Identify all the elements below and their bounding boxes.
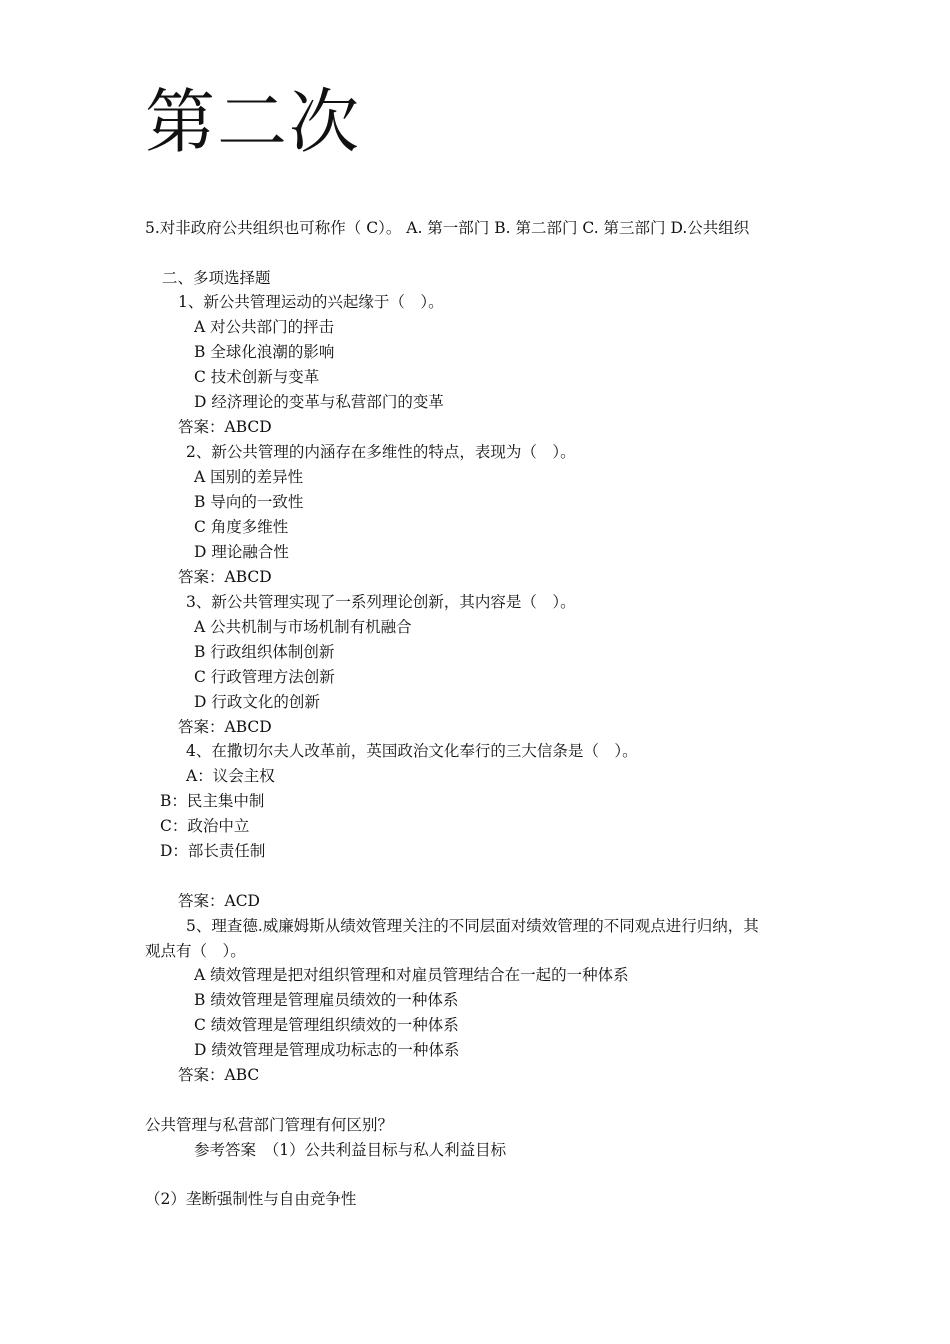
option-a: A：议会主权: [186, 767, 275, 785]
question-stem: 3、新公共管理实现了一系列理论创新，其内容是（ ）。: [186, 593, 576, 611]
single-choice-question: 5.对非政府公共组织也可称作（ C）。 A. 第一部门 B. 第二部门 C. 第三部门 D.公共组织: [145, 219, 750, 237]
option-a: A 对公共部门的抨击: [194, 318, 335, 336]
option-c: C 行政管理方法创新: [194, 668, 335, 686]
essay-answer-line: 参考答案 （1）公共利益目标与私人利益目标: [194, 1141, 507, 1159]
option-d: D 理论融合性: [194, 543, 289, 561]
option-c: C：政治中立: [160, 817, 250, 835]
question-stem: 4、在撒切尔夫人改革前，英国政治文化奉行的三大信条是（ ）。: [186, 742, 638, 760]
option-d: D 行政文化的创新: [194, 693, 320, 711]
option-d: D 绩效管理是管理成功标志的一种体系: [194, 1041, 460, 1059]
question-stem-continued: 观点有（ ）。: [145, 942, 246, 960]
option-b: B：民主集中制: [160, 792, 265, 810]
question-stem: 1、新公共管理运动的兴起缘于（ ）。: [178, 293, 444, 311]
answer: 答案：ACD: [178, 892, 260, 910]
option-c: C 绩效管理是管理组织绩效的一种体系: [194, 1016, 459, 1034]
question-stem: 5、理查德.威廉姆斯从绩效管理关注的不同层面对绩效管理的不同观点进行归纳，其: [186, 917, 759, 935]
option-b: B 导向的一致性: [194, 493, 304, 511]
option-a: A 绩效管理是把对组织管理和对雇员管理结合在一起的一种体系: [194, 966, 629, 984]
essay-answer-line: （2）垄断强制性与自由竞争性: [145, 1190, 357, 1208]
answer: 答案：ABCD: [178, 718, 272, 736]
answer: 答案：ABC: [178, 1066, 260, 1084]
answer: 答案：ABCD: [178, 418, 272, 436]
option-d: D 经济理论的变革与私营部门的变革: [194, 393, 444, 411]
option-c: C 技术创新与变革: [194, 368, 320, 386]
option-b: B 绩效管理是管理雇员绩效的一种体系: [194, 991, 459, 1009]
option-c: C 角度多维性: [194, 518, 289, 536]
answer: 答案：ABCD: [178, 568, 272, 586]
essay-question: 公共管理与私营部门管理有何区别？: [145, 1116, 394, 1134]
option-d: D：部长责任制: [160, 842, 266, 860]
option-a: A 公共机制与市场机制有机融合: [194, 618, 412, 636]
page-title: 第二次: [145, 81, 361, 163]
option-b: B 行政组织体制创新: [194, 643, 335, 661]
option-b: B 全球化浪潮的影响: [194, 343, 335, 361]
question-stem: 2、新公共管理的内涵存在多维性的特点，表现为（ ）。: [186, 443, 576, 461]
section-heading: 二、多项选择题: [162, 269, 271, 287]
option-a: A 国别的差异性: [194, 468, 304, 486]
